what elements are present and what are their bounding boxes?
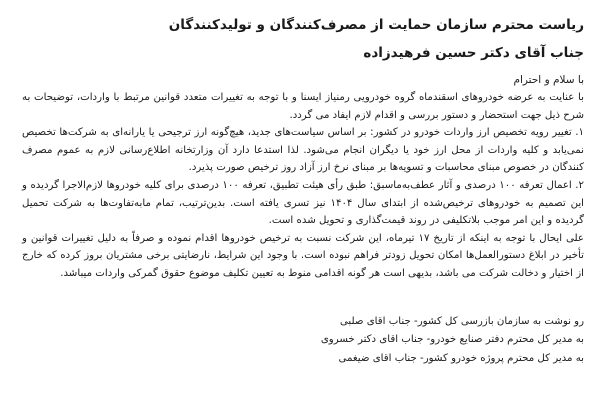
spacer [22,283,584,313]
greeting-line: با سلام و احترام [513,74,584,86]
intro-paragraph: با عنایت به عرضه خودروهای اسقندماه گروه خودرویی رمنیاز ایسنا و با توجه به تغییرات متعدد قوانین مرتبط با واردات، توضیحات به شرح ذیل جهت استحضار و دستور بررسی و اقدام لازم ایفاد می گردد. [22,92,584,121]
cc-line: به مدیر کل محترم دفتر صنایع خودرو- جناب اقای دکتر خسروی [320,334,584,346]
addressee-heading: ریاست محترم سازمان حمایت از مصرف‌کنندگان و تولیدکنندگان [168,17,584,33]
item-2-paragraph: ۲. اعمال تعرفه ۱۰۰ درصدی و آثار عطف‌به‌ماسبق: طبق رأی هیئت تطبیق، تعرفه ۱۰۰ درصدی برای کلیه خودروها لازم‌الاجرا گردیده و این تصمیم به خودروهای ترخیص‌شده از ابتدای سال ۱۴۰۴ نیز تسری یافته است. بدین‌ترتیب، تمام مابه‌تفاوت‌ها به شرکت تحمیل گردیده و این امر موجب بلاتکلیفی در روند قیمت‌گذاری و تحویل شده است. [22,179,584,227]
cc-line: به مدیر کل محترم پروژه خودرو کشور- جناب اقای ضیغمی [338,352,584,364]
closing-paragraph: علی ایحال با توجه به اینکه از تاریخ ۱۷ تیرماه، این شرکت نسبت به ترخیص خودروها اقدام نموده و صرفاً به دلیل تغییرات قوانین و تأخیر در ابلاغ دستورالعمل‌ها امکان تحویل زودتر فراهم نبوده است. با وجود این شرایط، نارضایتی برخی مشتریان بروز کرده که خارج از اختیار و دخالت شرکت می باشد، بدیهی است هر گونه اقدامی منوط به تعیین تکلیف موضوع حقوق گمرکی واردات میباشد. [22,232,584,279]
recipient-name-heading: جناب آقای دکتر حسین فرهیدزاده [363,45,584,61]
item-1-paragraph: ۱. تغییر رویه تخصیص ارز واردات خودرو در کشور: بر اساس سیاست‌های جدید، هیچ‌گونه ارز ترجیحی یا یارانه‌ای به شرکت‌ها تخصیص نمی‌یابد و کلیه واردات از محل ارز خود یا دیگران انجام می‌شود. لذا استدعا دارد آن وزارتخانه اطلاع‌رسانی لازم به عموم مصرف کنندگان در خصوص مبنای محاسبات و تسویه‌ها بر مبنای نرخ ارز آزاد روز ترخیص صورت پذیرد. [22,127,584,174]
cc-line: رو نوشت به سازمان بازرسی کل کشور- جناب اقای صلبی [339,315,584,327]
